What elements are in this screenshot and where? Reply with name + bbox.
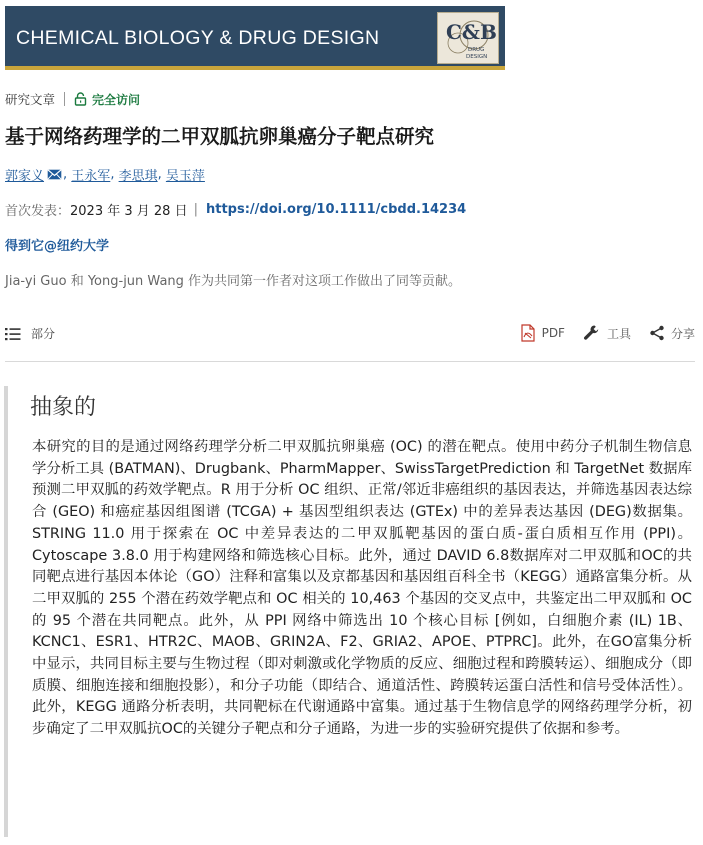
right-tools <box>502 324 695 342</box>
author-list <box>5 165 205 184</box>
published-separator: | <box>193 202 198 217</box>
doi-link[interactable]: https://doi.org/10.1111/cbdd.14234 <box>205 202 467 217</box>
journal-banner[interactable] <box>5 6 505 70</box>
article-type-label: 研究文章 <box>5 92 56 107</box>
article-meta-row <box>5 90 140 108</box>
pdf-button[interactable] <box>520 324 565 342</box>
contribution-note: Jia-yi Guo 和 Yong-jun Wang 作为共同第一作者对这项工作做出了同等贡献。 <box>5 274 462 289</box>
abstract-body: 本研究的目的是通过网络药理学分析二甲双胍抗卵巢癌 (OC) 的潜在靶点。使用中药分子机制生物信息学分析工具 (BATMAN)、Drugbank、PharmMapper、SwissTargetPrediction 和 TargetNet 数据库预测二甲双胍的药效学靶点。R 用于分析 OC 组织、正常/邻近非癌组织的基因表达，并筛选基因表达综合 (GEO) 和癌症基因组图谱 (TCGA) + 基因型组织表达 (GTEx) 中的差异表达基因 (DEG)数据集。STRING 11.0 用于探索在 OC 中差异表达的二甲双胍靶基因的蛋白质-蛋白质相互作用 (PPI)。Cytoscape 3.8.0 用于构建网络和筛选核心目标。此外，通过 DAVID 6.8数据库对二甲双胍和OC的共同靶点进行基因本体论（GO）注释和富集以及京都基因和基因组百科全书（KEGG）通路富集分析。从二甲双胍的 255 个潜在药效学靶点和 OC 相关的 10,463 个基因的交叉点中，共鉴定出二甲双胍和 OC 的 95 个潜在共同靶点。此外，从 PPI 网络中筛选出 10 个核心目标 [例如，白细胞介素 (IL) 1B、KCNC1、ESR1、HTR2C、MAOB、GRIN2A、F2、GRIA2、APOE、PTPRC]。此外，在GO富集分析中显示，共同目标主要与生物过程（即对刺激或化学物质的反应、细胞过程和跨膜转运）、细胞成分（即质膜、细胞连接和细胞投影），和分子功能（即结合、通道活性、跨膜转运蛋白活性和信号受体活性）。此外，KEGG 通路分析表明，共同靶标在代谢通路中富集。通过基于生物信息学的网络药理学分析，初步确定了二甲双胍抗OC的关键分子靶点和分子通路，为进一步的实验研究提供了依据和参考。 <box>32 439 692 738</box>
author-link[interactable]: 郭家义 <box>5 169 45 184</box>
logo-letters: C&B <box>446 20 497 44</box>
share-label: 分享 <box>670 326 695 341</box>
author-link[interactable]: 李思琪 <box>118 169 158 184</box>
sections-button[interactable] <box>5 325 55 342</box>
author-separator: , <box>110 167 115 182</box>
tools-button[interactable] <box>583 324 631 342</box>
author-link[interactable]: 吴玉萍 <box>165 169 205 184</box>
meta-divider <box>64 92 65 106</box>
article-toolbar <box>5 322 695 350</box>
journal-logo <box>437 12 499 64</box>
author-separator: , <box>157 167 162 182</box>
full-access-label: 完全访问 <box>92 92 141 107</box>
abstract-section <box>4 386 694 837</box>
share-button[interactable] <box>649 325 695 342</box>
journal-banner-title: CHEMICAL BIOLOGY & DRUG DESIGN <box>16 27 380 49</box>
pdf-label: PDF <box>541 326 565 340</box>
publication-row <box>5 200 466 219</box>
published-date: 2023 年 3 月 28 日 <box>70 204 188 219</box>
published-label: 首次发表： <box>5 204 71 219</box>
pdf-icon <box>520 324 536 342</box>
author-separator: , <box>63 167 68 182</box>
sections-label: 部分 <box>31 327 56 341</box>
logo-caption-2: DESIGN <box>466 54 488 60</box>
logo-caption-1: DRUG <box>468 47 485 53</box>
share-icon <box>649 325 665 341</box>
wrench-icon <box>583 324 601 342</box>
tools-label: 工具 <box>606 326 631 341</box>
journal-logo-icon <box>438 13 498 63</box>
access-provider-link[interactable]: 得到它@纽约大学 <box>5 239 110 254</box>
corresponding-author-mail-icon[interactable] <box>47 169 62 180</box>
open-lock-icon <box>74 92 87 106</box>
toolbar-divider <box>5 361 695 362</box>
list-icon <box>5 327 21 341</box>
abstract-heading: 抽象的 <box>30 395 97 420</box>
article-title: 基于网络药理学的二甲双胍抗卵巢癌分子靶点研究 <box>5 125 435 148</box>
author-link[interactable]: 王永军 <box>71 169 111 184</box>
